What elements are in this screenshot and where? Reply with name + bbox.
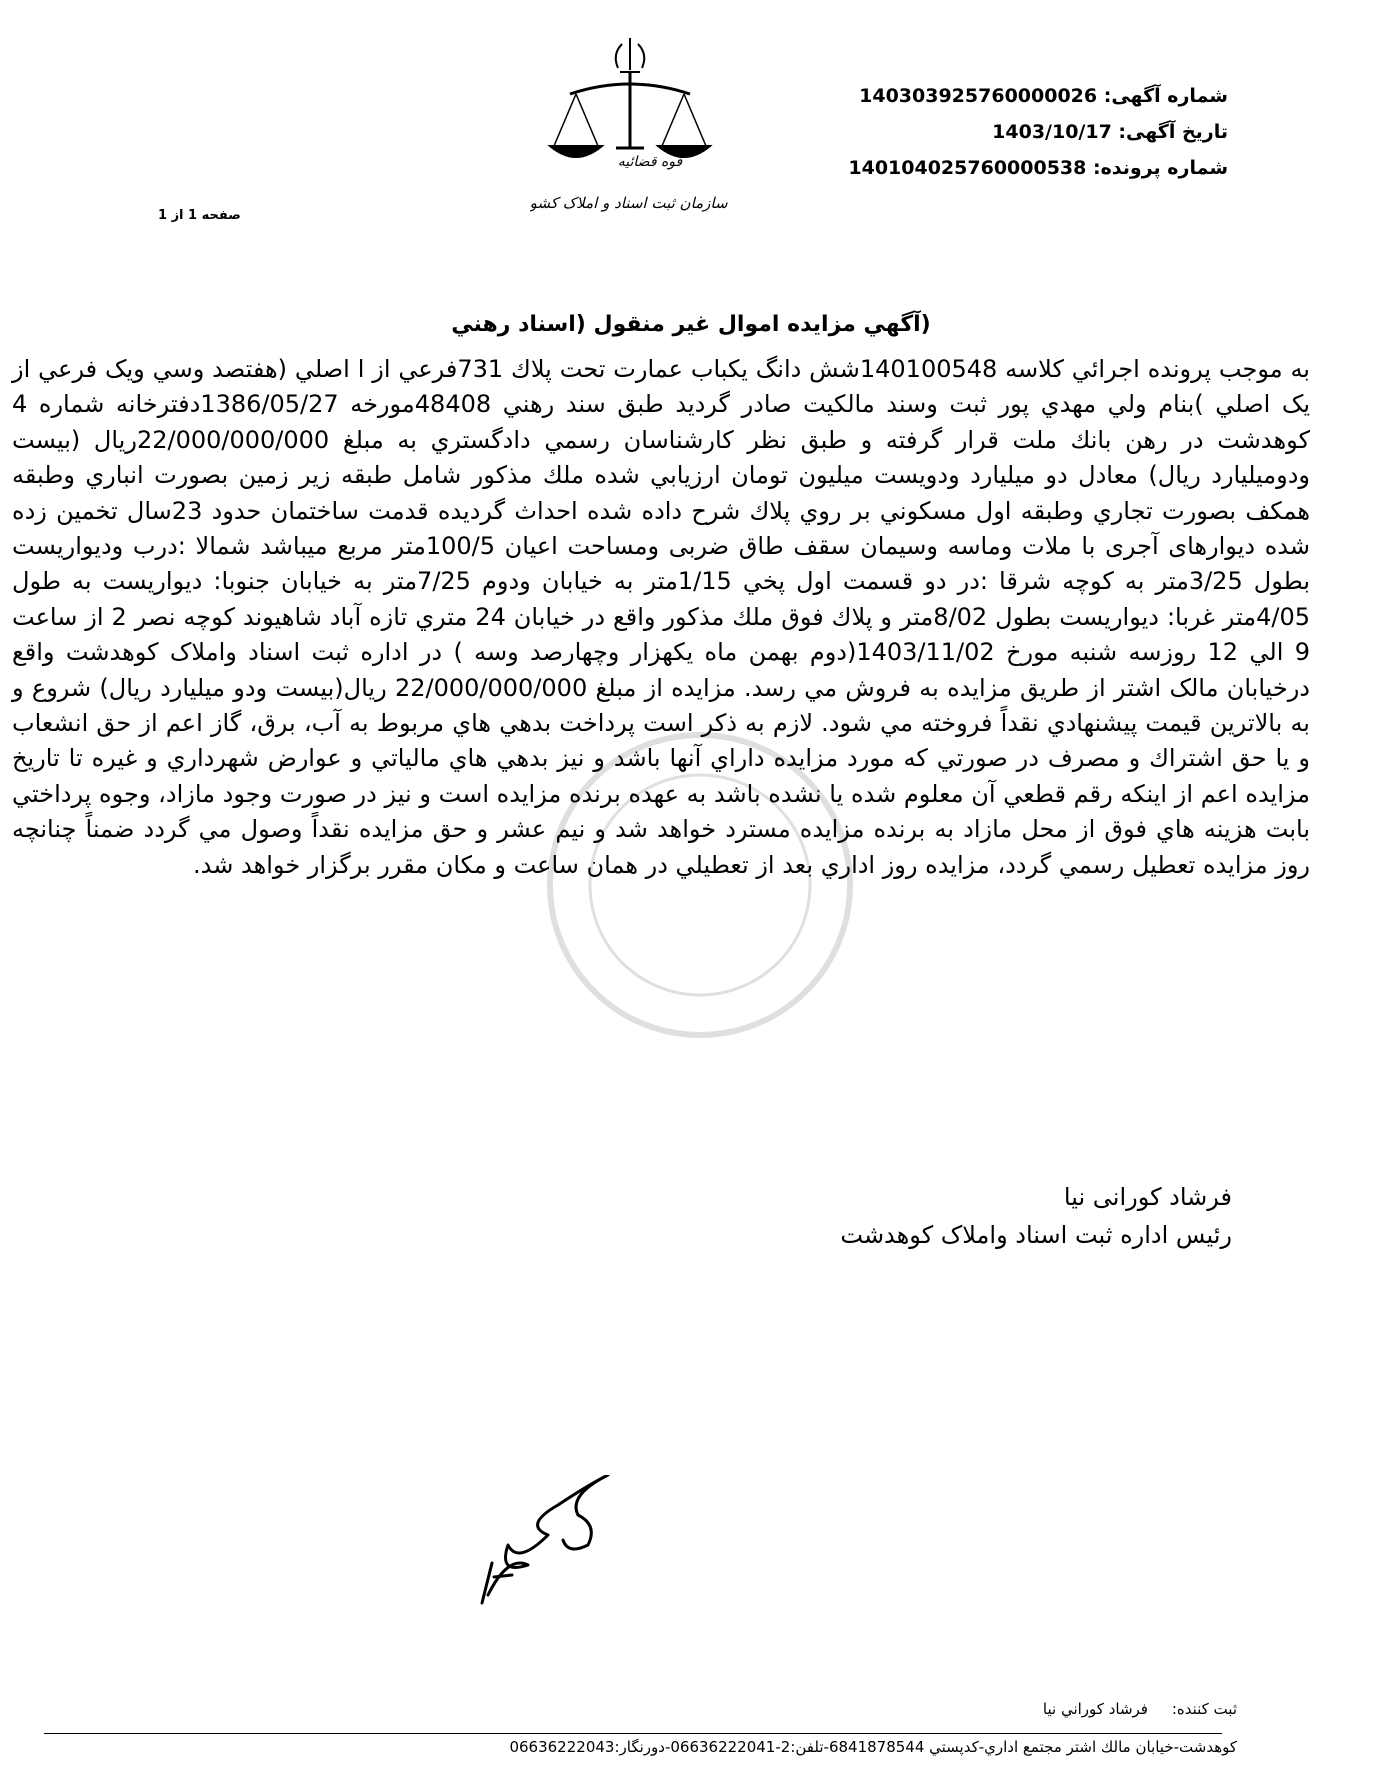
notice-body-text: به موجب پرونده اجرائي كلاسه 140100548شش دانگ يكباب عمارت تحت پلاك 731فرعي از ا اصلي (هفتصد وسي ويک فرعي از يک اصلي )بنام ولي مهدي پور ثبت وسند مالكيت صادر گرديد طبق سند رهني 48408مورخه 1386/05/27دفترخانه شماره 4 كوهدشت در رهن بانك ملت قرار گرفته و طبق نظر كارشناسان رسمي دادگستري به مبلغ 22/000/000/000ريال (بيست ودوميليارد ريال) معادل دو ميليارد ودويست ميليون تومان ارزيابي شده ملك مذكور شامل طبقه زير زمين بصورت انباري وطبقه همكف بصورت تجاري وطبقه اول مسكوني بر روي پلاك شرح داده شده احداث گرديده قدمت ساختمان حدود 23سال تخمين زده شده ديوارهای آجری با ملات وماسه وسيمان سقف طاق ضربی ومساحت اعيان 100/5متر مربع ميباشد شمالا :درب وديواريست بطول 3/25متر به كوچه شرقا :در دو قسمت اول پخي 1/15متر به خيابان ودوم 7/25متر به خيابان جنوبا: ديواريست به طول 4/05متر غربا: ديواريست بطول 8/02متر و پلاك فوق ملك مذكور واقع در خيابان 24 متري تازه آباد شاهيوند كوچه نصر 2 از ساعت 9 الي 12 روزسه شنبه مورخ 1403/11/02(دوم بهمن ماه يكهزار وچهارصد وسه ) در اداره ثبت اسناد واملاک کوهدشت واقع درخيابان مالک اشتر از طريق مزايده به فروش مي رسد. مزايده از مبلغ 22/000/000/000 ريال(بيست ودو ميليارد ريال) شروع و به بالاترين قيمت پيشنهادي نقداً فروخته مي شود. لازم به ذكر است پرداخت بدهي هاي مربوط به آب، برق، گاز اعم از حق انشعاب و يا حق اشتراك و مصرف در صورتي كه مورد مزايده داراي آنها باشد و نيز بدهي هاي مالياتي و عوارض شهرداري و غيره تا تاريخ مزايده اعم از اينكه رقم قطعي آن معلوم شده يا نشده باشد به عهده برنده مزايده است و نيز در صورت وجود مازاد، وجوه پرداختي بابت هزينه هاي فوق از محل مازاد به برنده مزايده مسترد خواهد شد و نيم عشر و حق مزايده نقداً وصول مي گردد ضمناً چنانچه روز مزايده تعطيل رسمي گردد، مزايده روز اداري بعد از تعطيلي در همان ساعت و مكان مقرر برگزار خواهد شد. bbox=[12, 355, 1311, 879]
ad-date-row bbox=[788, 114, 1228, 150]
ad-number-row bbox=[788, 78, 1228, 114]
handwritten-signature bbox=[480, 1475, 670, 1605]
judiciary-emblem-logo bbox=[530, 28, 730, 253]
registrar-line bbox=[1043, 1700, 1237, 1718]
footer-divider bbox=[44, 1733, 1222, 1734]
signatory-position: رئیس اداره ثبت اسناد واملاک کوهدشت bbox=[840, 1221, 1232, 1249]
file-number-row bbox=[788, 150, 1228, 186]
signatory-block bbox=[840, 1178, 1232, 1254]
ad-date-label: تاریخ آگهی: bbox=[1118, 121, 1228, 143]
ad-date-value: 1403/10/17 bbox=[992, 121, 1112, 143]
ad-number-value: 140303925760000026 bbox=[859, 85, 1098, 107]
logo-text-organization: سازمان ثبت اسناد و املاک کشور bbox=[530, 194, 728, 212]
signatory-name: فرشاد کورانی نیا bbox=[1063, 1183, 1232, 1211]
ad-number-label: شماره آگهی: bbox=[1103, 85, 1228, 107]
registrar-name: فرشاد کوراني نيا bbox=[1042, 1700, 1148, 1718]
footer-address: كوهدشت-خيابان مالك اشتر مجتمع اداري-كدپستي 6841878544-تلفن:2-06636222041-دورنگار:06636222043 bbox=[509, 1738, 1237, 1756]
page-indicator: صفحه 1 از 1 bbox=[158, 208, 241, 223]
logo-text-judiciary: قوه قضائیه bbox=[617, 154, 683, 170]
notice-title: (آگهي مزايده اموال غير منقول (اسناد رهني bbox=[451, 312, 931, 337]
file-number-label: شماره پرونده: bbox=[1092, 157, 1228, 179]
registrar-label: ثبت کننده: bbox=[1171, 1700, 1237, 1718]
document-metadata bbox=[788, 78, 1228, 186]
file-number-value: 140104025760000538 bbox=[848, 157, 1087, 179]
